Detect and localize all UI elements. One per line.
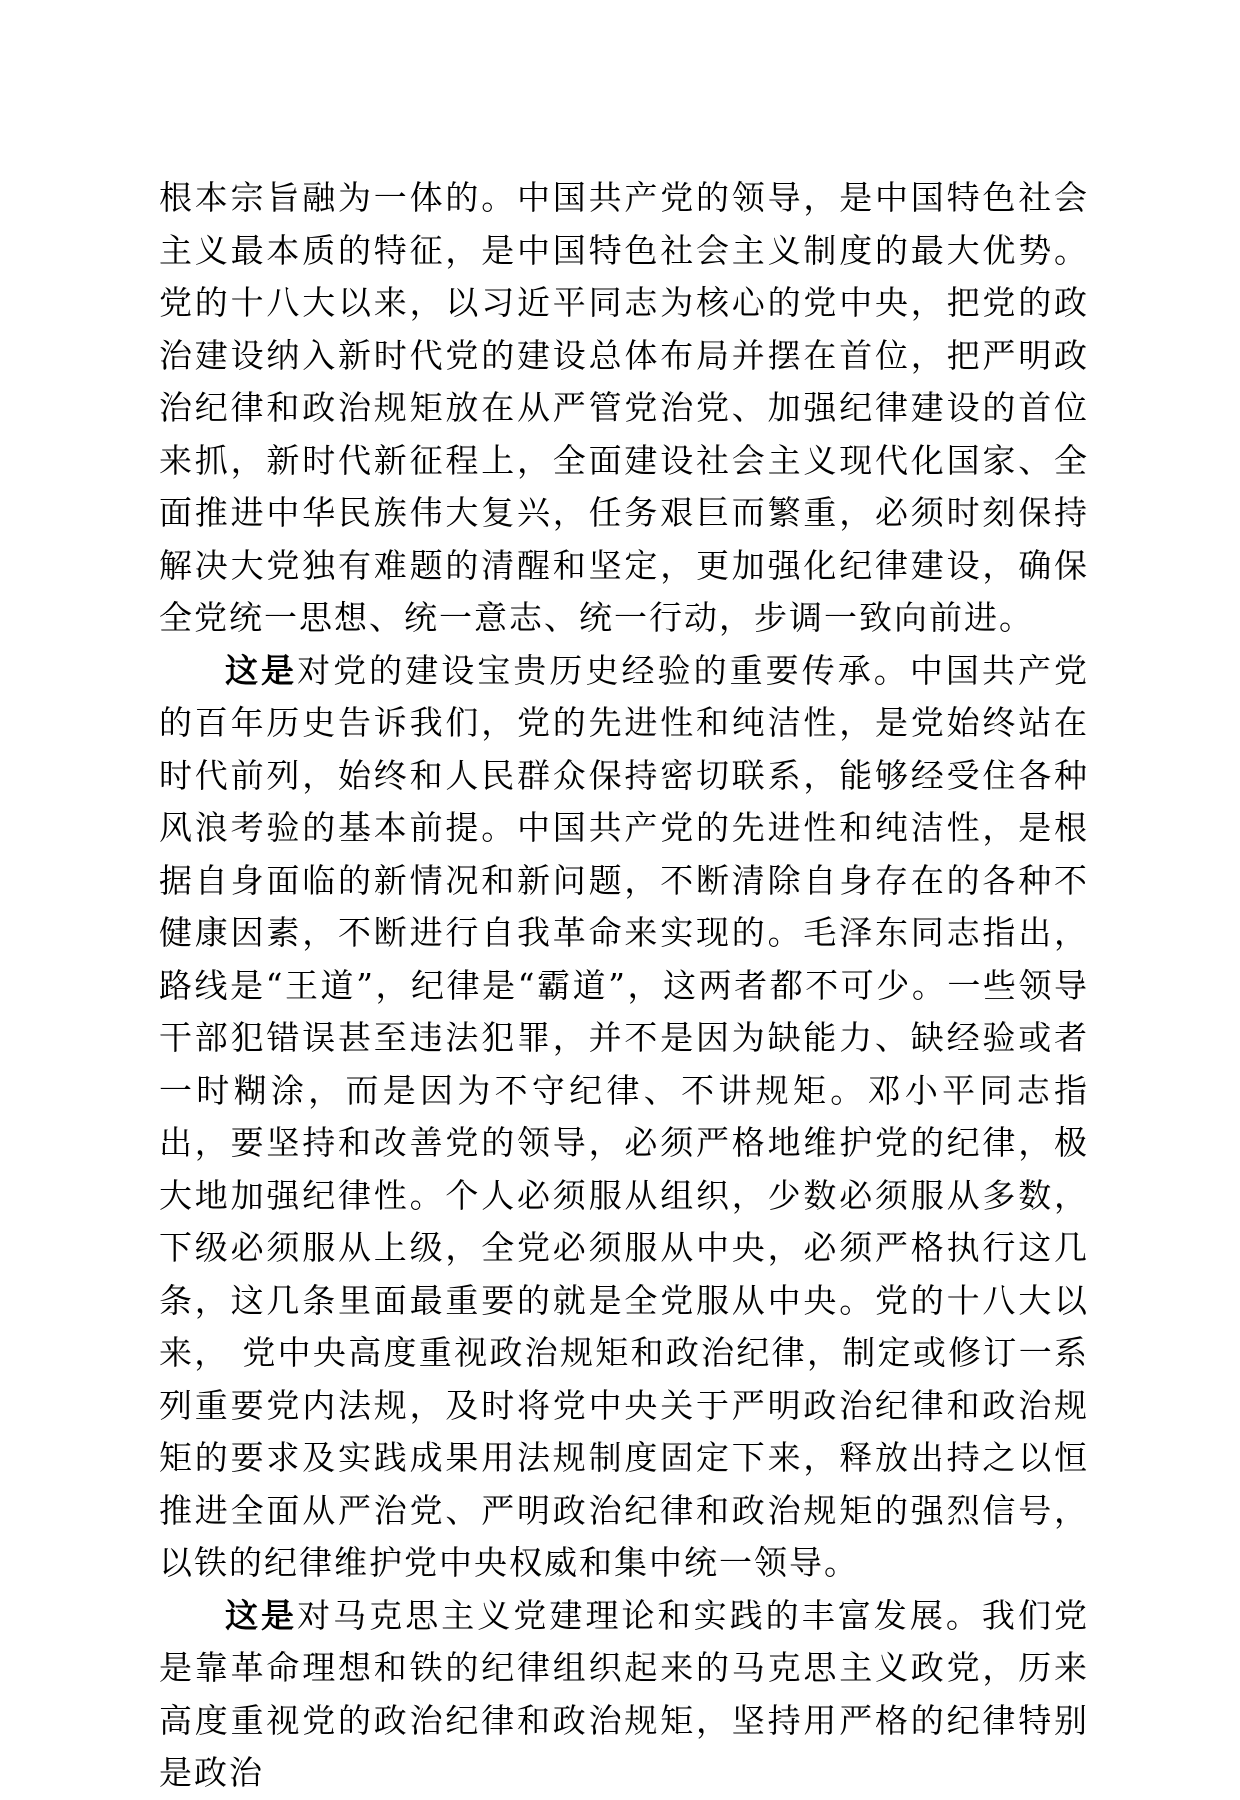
paragraph-marxist-theory xyxy=(159,1590,1089,1800)
document-page xyxy=(159,172,1089,1800)
paragraph-lead: 这是 xyxy=(225,650,298,690)
paragraph-historical-experience xyxy=(159,645,1089,1590)
paragraph-continuation xyxy=(159,172,1089,645)
paragraph-text: 对马克思主义党建理论和实践的丰富发展。我们党是靠革命理想和铁的纪律组织起来的马克思主义政党，历来高度重视党的政治纪律和政治规矩，坚持用严格的纪律特别是政治 xyxy=(159,1595,1090,1792)
paragraph-text: 根本宗旨融为一体的。中国共产党的领导，是中国特色社会主义最本质的特征，是中国特色社会主义制度的最大优势。党的十八大以来，以习近平同志为核心的党中央，把党的政治建设纳入新时代党的建设总体布局并摆在首位，把严明政治纪律和政治规矩放在从严管党治党、加强纪律建设的首位来抓，新时代新征程上，全面建设社会主义现代化国家、全面推进中华民族伟大复兴，任务艰巨而繁重，必须时刻保持解决大党独有难题的清醒和坚定，更加强化纪律建设，确保全党统一思想、统一意志、统一行动，步调一致向前进。 xyxy=(159,178,1089,637)
paragraph-text: 对党的建设宝贵历史经验的重要传承。中国共产党的百年历史告诉我们，党的先进性和纯洁性，是党始终站在时代前列，始终和人民群众保持密切联系，能够经受住各种风浪考验的基本前提。中国共产党的先进性和纯洁性，是根据自身面临的新情况和新问题，不断清除自身存在的各种不健康因素，不断进行自我革命来实现的。毛泽东同志指出，路线是“王道”，纪律是“霸道”，这两者都不可少。一些领导干部犯错误甚至违法犯罪，并不是因为缺能力、缺经验或者一时糊涂，而是因为不守纪律、不讲规矩。邓小平同志指出，要坚持和改善党的领导，必须严格地维护党的纪律，极大地加强纪律性。个人必须服从组织，少数必须服从多数，下级必须服从上级，全党必须服从中央，必须严格执行这几条，这几条里面最重要的就是全党服从中央。党的十八大以来， 党中央高度重视政治规矩和政治纪律，制定或修订一系列重要党内法规，及时将党中央关于严明政治纪律和政治规矩的要求及实践成果用法规制度固定下来，释放出持之以恒推进全面从严治党、严明政治纪律和政治规矩的强烈信号，以铁的纪律维护党中央权威和集中统一领导。 xyxy=(159,650,1090,1582)
paragraph-lead: 这是 xyxy=(225,1595,298,1635)
